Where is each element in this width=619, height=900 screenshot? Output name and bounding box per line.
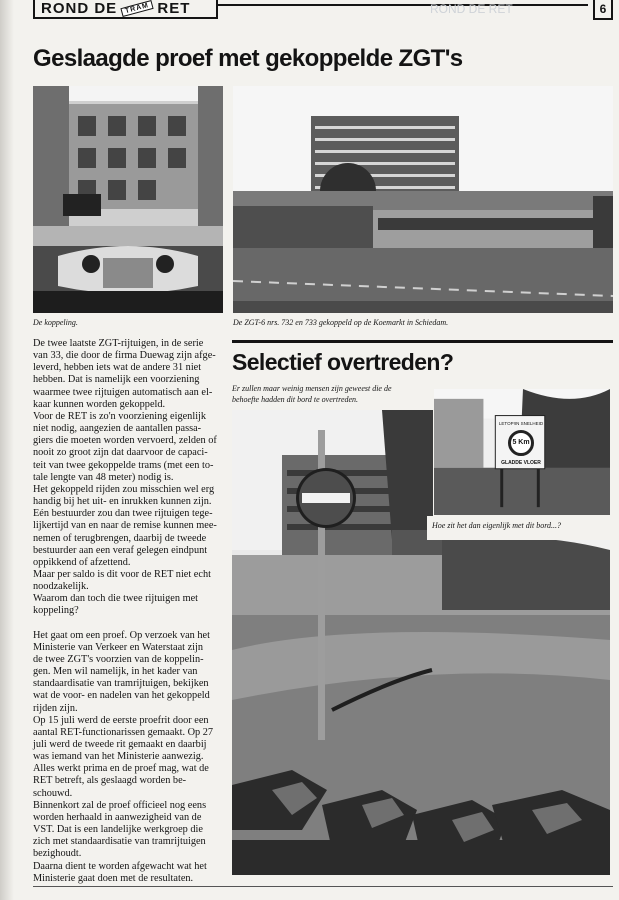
- text-line: oppikkend of afzettend.: [33, 556, 131, 568]
- text-line: worden herhaald in aanwezigheid van de: [33, 811, 202, 823]
- text-line: Het gaat om een proef. Op verzoek van het: [33, 629, 210, 641]
- text-line: teit van twee gekoppelde trams (met een to-: [33, 459, 214, 471]
- article2-headline: Selectief overtreden?: [232, 349, 454, 375]
- text-line: behoefte hadden dit bord te overtreden.: [232, 394, 359, 404]
- article-headline: Geslaagde proef met gekoppelde ZGT's: [33, 45, 463, 72]
- text-line: standaardisatie van tramrijtuigen, bekijken: [33, 678, 209, 690]
- page-shadow: [0, 0, 14, 900]
- text-line: Voor de RET is zo'n voorziening eigenlijk: [33, 410, 207, 422]
- paragraph-1: [33, 338, 229, 618]
- speed-sign-photo: [433, 388, 611, 516]
- section-divider: [232, 340, 613, 343]
- text-line: van 33, die door de firma Duewag zijn afge-: [33, 350, 216, 362]
- text-line: Er zullen maar weinig mensen zijn geweest die de: [232, 384, 392, 393]
- text-line: rijden zijn.: [33, 702, 78, 714]
- text-line: RET betreft, als geslaagd worden be-: [33, 775, 187, 787]
- show-through-text: ROND DE RET: [430, 2, 513, 16]
- masthead-title-left: ROND DE: [41, 0, 118, 17]
- text-line: gen. Men wil namelijk, in het kader van: [33, 666, 198, 678]
- text-line: niet nodig, aangezien de aantallen passa-: [33, 423, 202, 435]
- page-number: 6: [593, 0, 613, 20]
- speed-limit-icon: 5 Km: [508, 430, 534, 456]
- text-line: de twee ZGT's voorzien van de koppelin-: [33, 653, 204, 665]
- article-body: [33, 338, 229, 885]
- article2-intro: [232, 384, 427, 405]
- footer-rule: [33, 886, 613, 887]
- masthead-title-right: RET: [157, 0, 191, 17]
- speed-sign-caption: Hoe zit het dan eigenlijk met dit bord...?: [432, 521, 562, 530]
- text-line: schouwd.: [33, 787, 73, 799]
- coupling-caption: De koppeling.: [33, 318, 78, 327]
- text-line: leverd, hebben iets wat de andere 31 niet: [33, 362, 202, 374]
- text-line: De twee laatste ZGT-rijtuigen, in de serie: [33, 338, 204, 349]
- text-line: Ministerie gaat doen met de resultaten.: [33, 872, 194, 884]
- text-line: koppeling?: [33, 605, 79, 617]
- text-line: giers die moeten worden vervoerd, zelden of: [33, 435, 217, 447]
- text-line: Ministerie van Verkeer en Waterstaat zijn: [33, 641, 204, 653]
- text-line: kaar kunnen worden gekoppeld.: [33, 398, 166, 410]
- tram-logo-icon: TRAM: [121, 0, 154, 17]
- text-line: was iemand van het Ministerie aanwezig.: [33, 751, 204, 763]
- text-line: Op 15 juli werd de eerste proefrit door een: [33, 714, 209, 726]
- text-line: handig bij het uit- en inrukken kunnen zijn.: [33, 496, 212, 508]
- text-line: Binnenkort zal de proef officieel nog eens: [33, 799, 207, 811]
- text-line: bestuurder aan een veraf gelegen eindpunt: [33, 544, 208, 556]
- text-line: nooit zo groot zijn dat daarvoor de capaci-: [33, 447, 208, 459]
- trams-caption: De ZGT-6 nrs. 732 en 733 gekoppeld op de Koemarkt in Schiedam.: [233, 318, 449, 327]
- text-line: tale lengte van 48 meter) nodig is.: [33, 471, 174, 483]
- text-line: Alles werkt prima en de proef mag, wat de: [33, 763, 209, 775]
- sign-text-bottom: GLADDE VLOER: [501, 460, 541, 466]
- text-line: aantal RET-functionarissen gemaakt. Op 27: [33, 726, 214, 738]
- text-line: Daarna dient te worden afgewacht wat het: [33, 860, 207, 872]
- text-line: zich met standaardisatie van tramrijtuigen: [33, 836, 206, 848]
- text-line: hebben. Dat is namelijk een voorziening: [33, 374, 200, 386]
- text-line: bezighoudt.: [33, 848, 82, 860]
- text-line: Maar per saldo is dit voor de RET niet echt: [33, 568, 211, 580]
- text-line: Het gekoppeld rijden zou misschien wel erg: [33, 483, 215, 495]
- text-line: wat de voor- en nadelen van het gekoppeld: [33, 690, 210, 702]
- coupling-photo: [33, 86, 223, 313]
- trams-photo: [233, 86, 613, 313]
- text-line: noodzakelijk.: [33, 581, 89, 593]
- text-line: Waarom dan toch die twee rijtuigen met: [33, 593, 199, 605]
- paragraph-2: [33, 630, 229, 885]
- paragraph-gap: [33, 618, 229, 630]
- text-line: juli werd de tweede rit gemaakt en daarbij: [33, 739, 207, 750]
- text-line: VST. Dat is een landelijke werkgroep die: [33, 824, 203, 836]
- text-line: nemen of terugbrengen, daarbij de tweede: [33, 532, 207, 544]
- text-line: waarmee twee rijtuigen automatisch aan el-: [33, 386, 213, 398]
- masthead: [33, 0, 218, 19]
- text-line: lijkertijd van en naar de remise kunnen mee-: [33, 520, 217, 532]
- sign-text-top: LETOP!IN SNELHEID: [498, 421, 544, 426]
- text-line: Eén bestuurder zou dan twee rijtuigen tege-: [33, 508, 213, 520]
